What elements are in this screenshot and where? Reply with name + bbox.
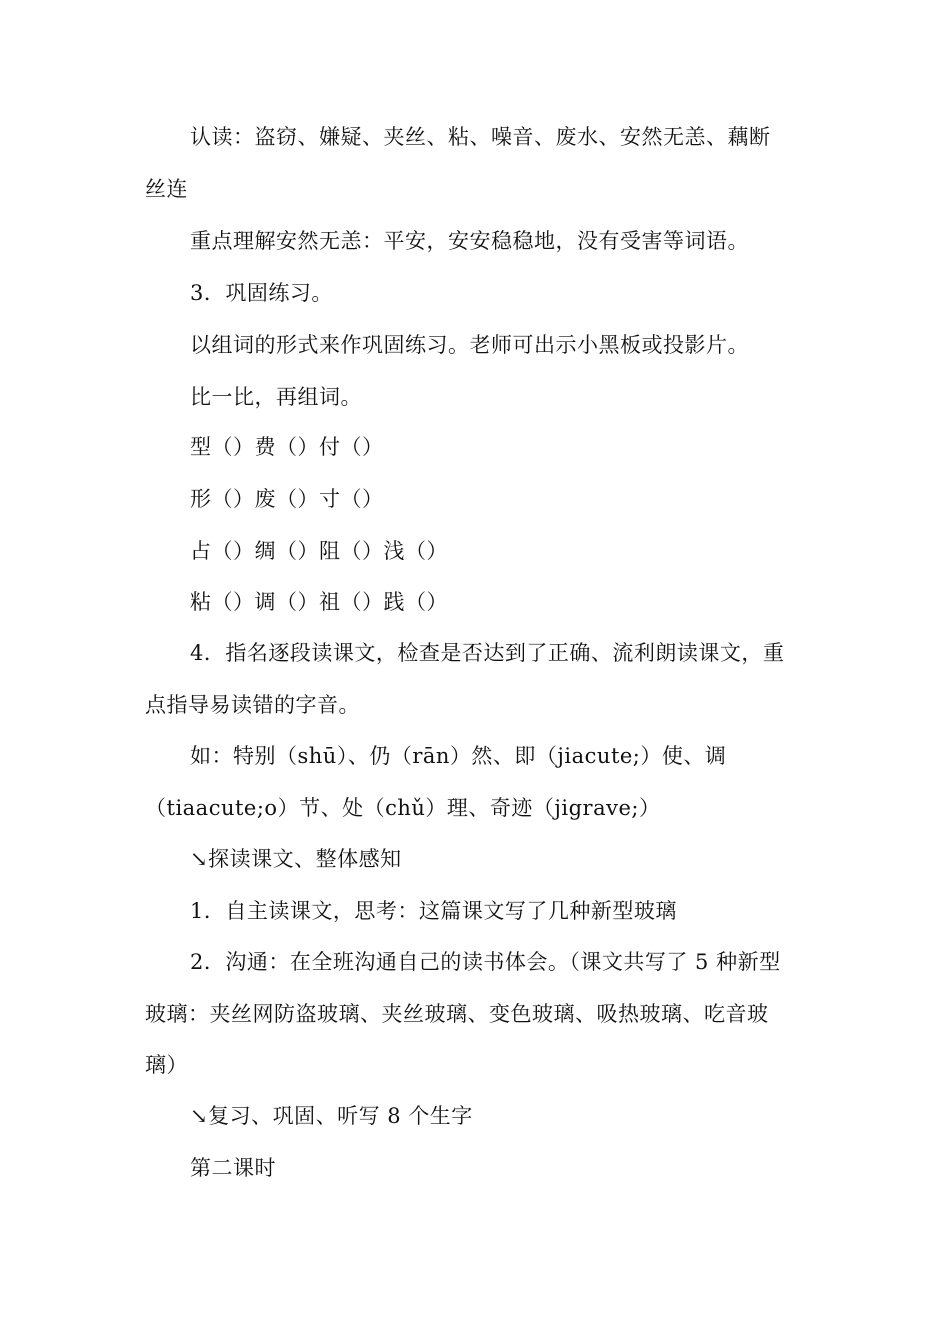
exercise-line: 形（）废（）寸（）: [190, 487, 384, 511]
section-heading: 3．巩固练习。: [190, 281, 333, 305]
paragraph-line: 认读：盗窃、嫌疑、夹丝、粘、噪音、废水、安然无恙、藕断: [190, 125, 771, 149]
paragraph-line: （tiaacute;o）节、处（chǔ）理、奇迹（jigrave;）: [145, 796, 661, 820]
paragraph-line: 丝连: [145, 177, 188, 201]
paragraph-line: 比一比，再组词。: [190, 385, 362, 409]
paragraph-line: 重点理解安然无恙：平安，安安稳稳地，没有受害等词语。: [190, 229, 749, 253]
section-heading: ↘复习、巩固、听写 8 个生字: [190, 1104, 473, 1128]
paragraph-line: 玻璃：夹丝网防盗玻璃、夹丝玻璃、变色玻璃、吸热玻璃、吃音玻: [145, 1002, 769, 1026]
paragraph-line: 4．指名逐段读课文，检查是否达到了正确、流利朗读课文，重: [190, 641, 785, 665]
exercise-line: 粘（）调（）祖（）践（）: [190, 590, 448, 614]
paragraph-line: 点指导易读错的字音。: [145, 693, 360, 717]
paragraph-line: 如：特别（shū）、仍（rān）然、即（jiacute;）使、调: [190, 744, 727, 768]
section-heading: ↘探读课文、整体感知: [190, 847, 402, 871]
paragraph-line: 2．沟通：在全班沟通自己的读书体会。（课文共写了 5 种新型: [190, 950, 781, 974]
paragraph-line: 璃）: [145, 1053, 188, 1077]
exercise-line: 型（）费（）付（）: [190, 435, 384, 459]
paragraph-line: 以组词的形式来作巩固练习。老师可出示小黑板或投影片。: [190, 333, 749, 357]
exercise-line: 占（）绸（）阻（）浅（）: [190, 539, 448, 563]
paragraph-line: 1．自主读课文，思考：这篇课文写了几种新型玻璃: [190, 899, 677, 923]
section-heading: 第二课时: [190, 1156, 276, 1180]
